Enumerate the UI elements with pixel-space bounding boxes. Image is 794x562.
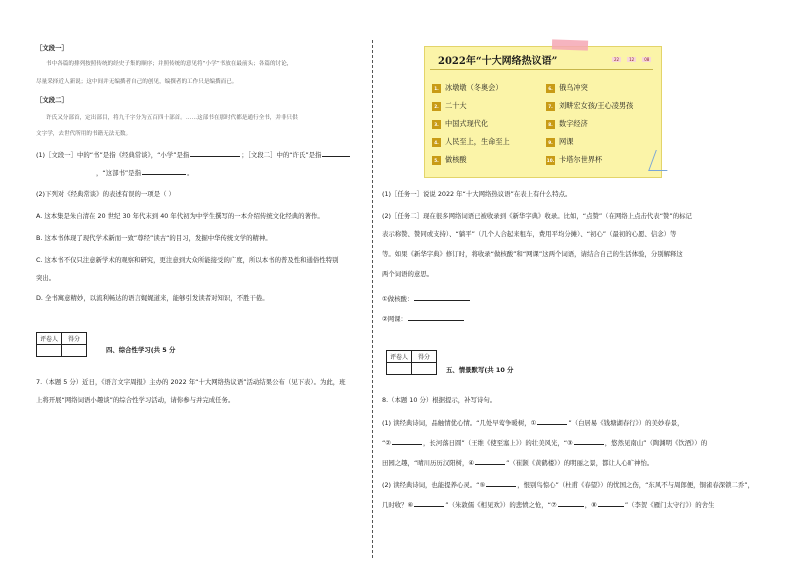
term-item xyxy=(432,155,467,165)
verse-blank-4[interactable] xyxy=(475,458,505,465)
term-text: 俄乌冲突 xyxy=(559,83,588,92)
question-7-line-2: 上将开展“网络词语小趣谈”的综合性学习活动，请你参与并完成任务。 xyxy=(36,396,235,404)
verse-text: 田园之趣，“晴川历历汉阳树，④ xyxy=(382,459,475,467)
section-5-title: 五、情景默写(共 10 分 xyxy=(446,366,514,374)
score-cell-grader[interactable] xyxy=(37,345,62,357)
score-header-grader: 评卷人 xyxy=(387,351,412,363)
task-2-line-2: 表示称赞、赞同或支持）、“躺平”（几个人合起来租车，费用平均分摊）、“初心”（最初的心愿、信念）等 xyxy=(382,230,677,238)
question-7-line-1: 7.（本题 5 分）近日，《语言文字周报》主办的 2022 年“十大网络热议语”活动结果公布（见下表）。为此，班 xyxy=(36,378,346,386)
tape-decoration xyxy=(552,39,588,50)
verse-1-line-3 xyxy=(382,458,653,467)
verse-blank-7[interactable] xyxy=(558,500,584,507)
verse-blank-1[interactable] xyxy=(537,418,567,425)
term-text: 刘畊宏女孩/王心凌男孩 xyxy=(559,101,634,110)
task-2-line-4: 两个词语的意思。 xyxy=(382,270,434,278)
term-number: 8. xyxy=(546,120,555,129)
verse-blank-5[interactable] xyxy=(486,480,516,487)
task-2-line-3: 等。如果《新华字典》修订时，将收录“做核酸”和“网课”这两个词语，请结合自己的生活体验，分别解释这 xyxy=(382,250,683,258)
date-year: 22 xyxy=(614,57,620,62)
question-1-text-b: ；［文段二］中的“许氏”是指 xyxy=(241,151,322,159)
paragraph-2-line-1: 许氏又分部首，定出部目，将九千字分为五百四十部首。……这部书在那时代都是通行全书，并非只供 xyxy=(46,115,298,121)
question-1-text-a: (1)［文段一］中的“书”是指《经典常谈》，“小学”是指 xyxy=(36,151,190,159)
verse-text: ，悠然见南山”（陶渊明《饮酒》）的 xyxy=(604,439,708,447)
verse-text: (1) 读经典诗词，品触情优心情。“几处早莺争暖树，① xyxy=(382,419,537,427)
question-1-line-1 xyxy=(36,150,351,159)
term-text: 网课 xyxy=(559,137,574,146)
term-item xyxy=(432,137,510,147)
term-number: 3. xyxy=(432,120,441,129)
question-1-text-c: ，“这部书”是指 xyxy=(96,169,141,177)
verse-text: ”（白居易《钱塘湖春行》）的美妙春景， xyxy=(568,419,684,427)
term-number: 7. xyxy=(546,102,555,111)
card-title: 2022年“十大网络热议语” xyxy=(438,56,558,67)
verse-blank-3[interactable] xyxy=(574,438,604,445)
verse-blank-2[interactable] xyxy=(392,438,422,445)
option-b[interactable]: B. 这本书体现了现代学术新而一致“尊经”读古“的目习，发掘中华传统文学的精神。 xyxy=(36,234,272,242)
option-d[interactable]: D. 全书寓意精妙，以流利畅达的语言娓娓道来，能够引发读者对知识，不胜干倦。 xyxy=(36,294,269,302)
term-text: 数字经济 xyxy=(559,119,588,128)
card-rule xyxy=(430,69,653,70)
answer-line-1 xyxy=(382,294,471,303)
paragraph-2-line-2: 文字学，去世代所用的书籍无法无数。 xyxy=(36,131,132,137)
score-box-left xyxy=(36,332,87,357)
answer-line-2 xyxy=(382,314,465,323)
score-header-grader: 评卷人 xyxy=(37,333,62,345)
term-item xyxy=(546,101,633,111)
answer-blank[interactable] xyxy=(142,168,186,175)
score-cell-score[interactable] xyxy=(412,363,437,375)
score-header-score: 得分 xyxy=(412,351,437,363)
verse-text: ，⑧ xyxy=(584,501,597,509)
card-date xyxy=(612,57,651,62)
date-day: 08 xyxy=(644,57,650,62)
section-4-title: 四、综合性学习(共 5 分 xyxy=(106,346,176,354)
paragraph-1-line-1: 书中各篇的排列按照传统的经史子集的顺序；并照传统的意见将“小学”书放在最前头；各篇的讨论， xyxy=(46,61,293,67)
option-c-line-1[interactable]: C. 这本书不仅只注意新学术的观察和研究，更注意到大众所能接受的广度，所以本书的普及性和通俗性特别 xyxy=(36,256,339,264)
term-text: 冰墩墩（冬奥会） xyxy=(445,83,503,92)
answer-blank[interactable] xyxy=(190,150,240,157)
question-1-line-2 xyxy=(96,168,193,177)
verse-blank-8[interactable] xyxy=(598,500,624,507)
term-item xyxy=(546,155,602,165)
verse-blank-6[interactable] xyxy=(414,500,444,507)
answer-label-1: ①做核酸： xyxy=(382,295,414,303)
answer-label-2: ②网课： xyxy=(382,315,407,323)
term-number: 1. xyxy=(432,84,441,93)
term-text: 人民至上，生命至上 xyxy=(445,137,510,146)
verse-text: ”（朱敦儒《相见欢》）的悲愤之怆，“⑦ xyxy=(445,501,557,509)
term-number: 5. xyxy=(432,156,441,165)
term-item xyxy=(432,83,503,93)
answer-blank[interactable] xyxy=(408,314,464,321)
term-number: 9. xyxy=(546,138,555,147)
verse-text: ”（崔颢《黄鹤楼》）的明丽之景，都让人心旷神怡。 xyxy=(506,459,654,467)
score-box-right xyxy=(386,350,437,375)
verse-text: (2) 读经典诗词，也能提养心灵。“⑤ xyxy=(382,481,486,489)
term-number: 2. xyxy=(432,102,441,111)
term-number: 4. xyxy=(432,138,441,147)
term-number: 6. xyxy=(546,84,555,93)
score-header-score: 得分 xyxy=(62,333,87,345)
term-text: 做核酸 xyxy=(445,155,467,164)
term-item xyxy=(432,101,467,111)
score-cell-grader[interactable] xyxy=(387,363,412,375)
verse-text: ”（李贺《雁门太守行》）的舍生 xyxy=(624,501,715,509)
option-a[interactable]: A. 这本集是朱自清在 20 世纪 30 年代末到 40 年代初为中学生撰写的一本介绍传统文化经典的著作。 xyxy=(36,212,324,220)
section-header-2: ［文段二］ xyxy=(36,96,68,104)
verse-text: “② xyxy=(382,439,392,447)
answer-blank[interactable] xyxy=(322,150,350,157)
verse-1-line-2 xyxy=(382,438,707,447)
column-divider xyxy=(372,40,373,558)
verse-text: 几时收？⑥ xyxy=(382,501,414,509)
question-2: (2)下列对《经典常谈》的表述有误的一项是（ ） xyxy=(36,190,175,198)
verse-2-line-1 xyxy=(382,480,754,489)
score-cell-score[interactable] xyxy=(62,345,87,357)
date-month: 12 xyxy=(629,57,635,62)
term-text: 中国式现代化 xyxy=(445,119,489,128)
task-1: (1)［任务一］说说 2022 年“十大网络热议语”在表上有什么特点。 xyxy=(382,190,572,198)
term-item xyxy=(546,119,588,129)
verse-1-line-1 xyxy=(382,418,683,427)
verse-text: ，恨别鸟惊心”（杜甫《春望》）的忧国之伤，“东风不与周郎便，铜雀春深锁二乔”， xyxy=(517,481,754,489)
term-item xyxy=(432,119,488,129)
question-8: 8.（本题 10 分）根据提示，补写诗句。 xyxy=(382,396,497,404)
term-text: 二十大 xyxy=(445,101,467,110)
term-item xyxy=(546,137,573,147)
term-number: 10. xyxy=(546,157,555,163)
term-item xyxy=(546,83,588,93)
task-2-line-1: (2)［任务二］现在很多网络词语已被收录到《新华字典》收录。比如，“点赞”（在网络上点击代表“赞”的标记 xyxy=(382,212,692,220)
verse-2-line-2 xyxy=(382,500,714,509)
paragraph-1-line-2: 尽量采择近人新说；这中间并无编撰者自己的创见，编撰者的工作只是编撰而已。 xyxy=(36,79,238,85)
verse-text: ，长河落日圆”（王维《使至塞上》）的壮美风光，“③ xyxy=(423,439,573,447)
section-header-1: ［文段一］ xyxy=(36,44,68,52)
answer-blank[interactable] xyxy=(414,294,470,301)
term-text: 卡塔尔世界杯 xyxy=(559,155,603,164)
option-c-line-2[interactable]: 突出。 xyxy=(36,274,56,282)
question-1-text-d: 。 xyxy=(186,169,194,177)
